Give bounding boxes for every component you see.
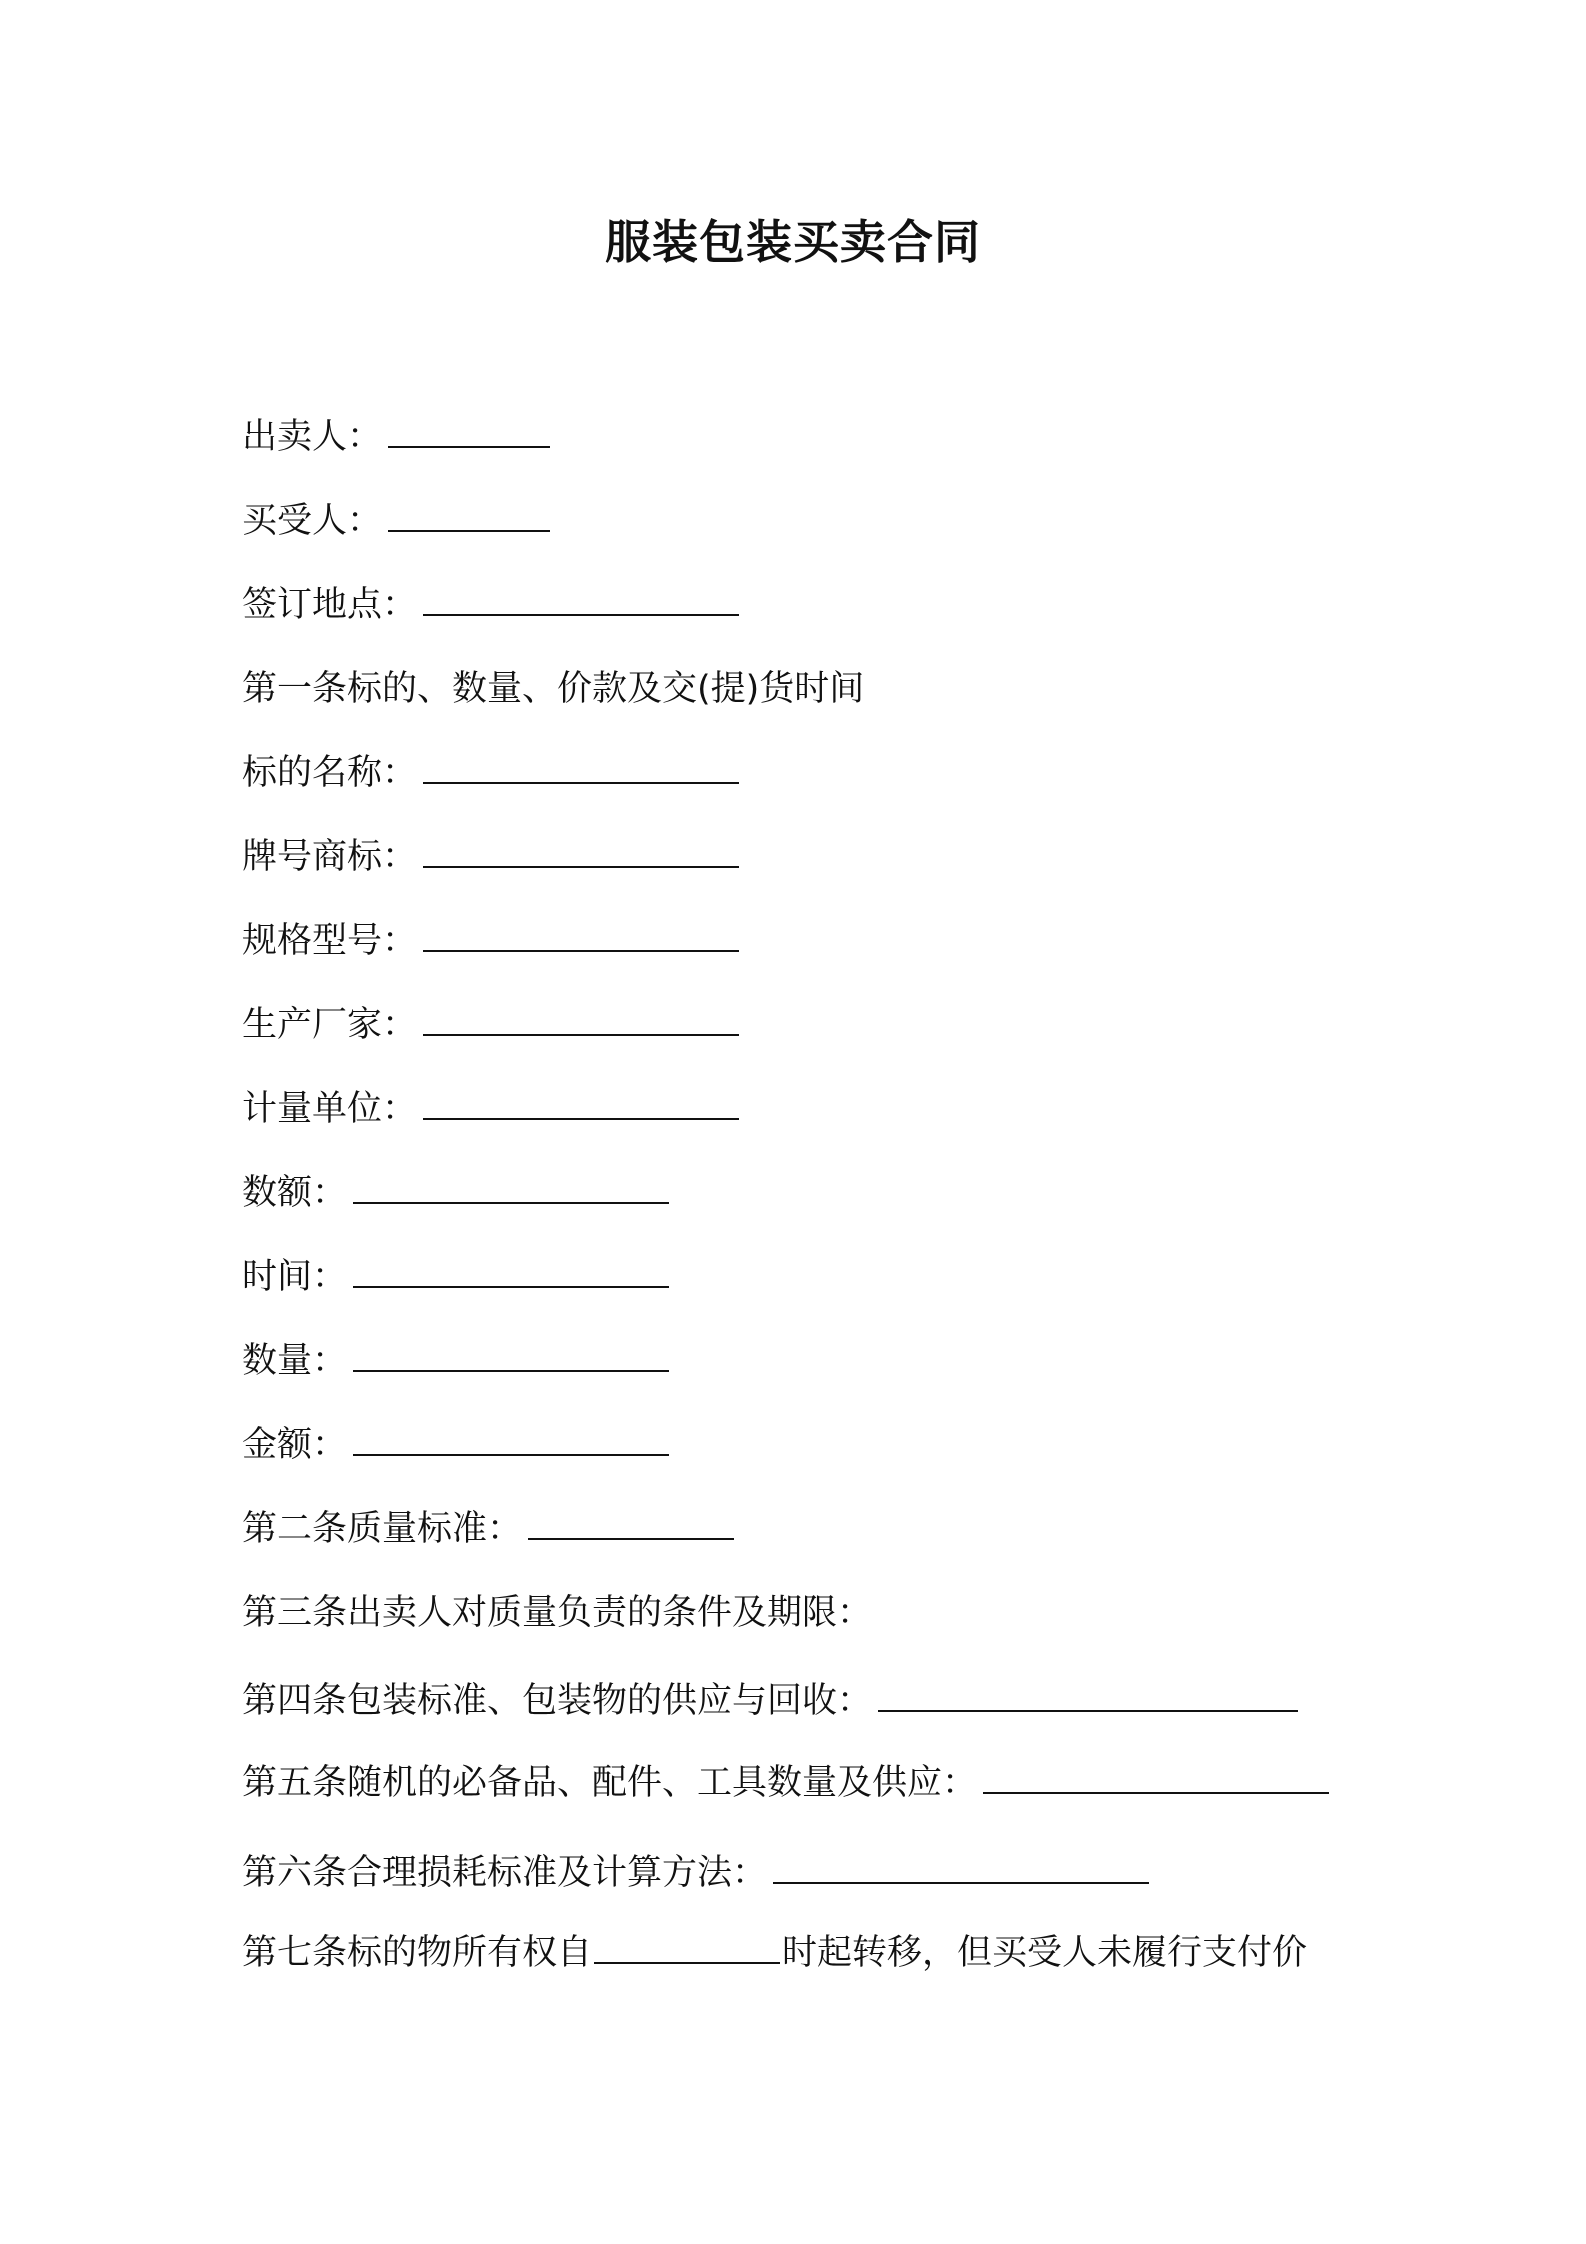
seller-line <box>242 412 550 462</box>
article-1-heading: 第一条标的、数量、价款及交(提)货时间 <box>242 669 865 709</box>
spec-model-blank[interactable] <box>423 916 739 952</box>
item-name-label: 标的名称： <box>242 753 418 793</box>
money-label: 金额： <box>242 1425 348 1465</box>
quantity-label: 数量： <box>242 1341 348 1381</box>
amount-sum-label: 数额： <box>242 1173 348 1213</box>
article-7-label-start: 第七条标的物所有权自 <box>242 1933 593 1973</box>
seller-label: 出卖人： <box>242 417 383 457</box>
article-7-line <box>242 1928 1307 1978</box>
unit-line <box>242 1084 739 1134</box>
article-4-label: 第四条包装标准、包装物的供应与回收： <box>242 1681 873 1721</box>
signing-place-label: 签订地点： <box>242 585 418 625</box>
article-5-blank[interactable] <box>983 1758 1329 1794</box>
item-name-line <box>242 748 739 798</box>
manufacturer-line <box>242 1000 739 1050</box>
seller-blank[interactable] <box>388 412 550 448</box>
article-2-blank[interactable] <box>528 1504 734 1540</box>
article-7-blank[interactable] <box>594 1928 780 1964</box>
article-2-label: 第二条质量标准： <box>242 1509 523 1549</box>
quantity-blank[interactable] <box>353 1336 669 1372</box>
article-3-line: 第三条出卖人对质量负责的条件及期限： <box>242 1593 873 1633</box>
brand-label: 牌号商标： <box>242 837 418 877</box>
article-7-label-end: 时起转移，但买受人未履行支付价 <box>782 1933 1308 1973</box>
page-title: 服装包装买卖合同 <box>605 215 981 269</box>
article-2-line <box>242 1504 734 1554</box>
quantity-line <box>242 1336 669 1386</box>
buyer-blank[interactable] <box>388 496 550 532</box>
amount-sum-line <box>242 1168 669 1218</box>
time-label: 时间： <box>242 1257 348 1297</box>
article-4-line <box>242 1676 1298 1726</box>
amount-sum-blank[interactable] <box>353 1168 669 1204</box>
buyer-label: 买受人： <box>242 501 383 541</box>
item-name-blank[interactable] <box>423 748 739 784</box>
money-line <box>242 1420 669 1470</box>
unit-label: 计量单位： <box>242 1089 418 1129</box>
spec-model-line <box>242 916 739 966</box>
spec-model-label: 规格型号： <box>242 921 418 961</box>
brand-blank[interactable] <box>423 832 739 868</box>
article-5-label: 第五条随机的必备品、配件、工具数量及供应： <box>242 1763 978 1803</box>
article-5-line <box>242 1758 1329 1808</box>
manufacturer-label: 生产厂家： <box>242 1005 418 1045</box>
money-blank[interactable] <box>353 1420 669 1456</box>
time-blank[interactable] <box>353 1252 669 1288</box>
article-6-line <box>242 1848 1149 1898</box>
unit-blank[interactable] <box>423 1084 739 1120</box>
article-4-blank[interactable] <box>878 1676 1298 1712</box>
article-6-blank[interactable] <box>773 1848 1149 1884</box>
signing-place-line <box>242 580 739 630</box>
signing-place-blank[interactable] <box>423 580 739 616</box>
article-6-label: 第六条合理损耗标准及计算方法： <box>242 1853 768 1893</box>
time-line <box>242 1252 669 1302</box>
buyer-line <box>242 496 550 546</box>
manufacturer-blank[interactable] <box>423 1000 739 1036</box>
brand-line <box>242 832 739 882</box>
